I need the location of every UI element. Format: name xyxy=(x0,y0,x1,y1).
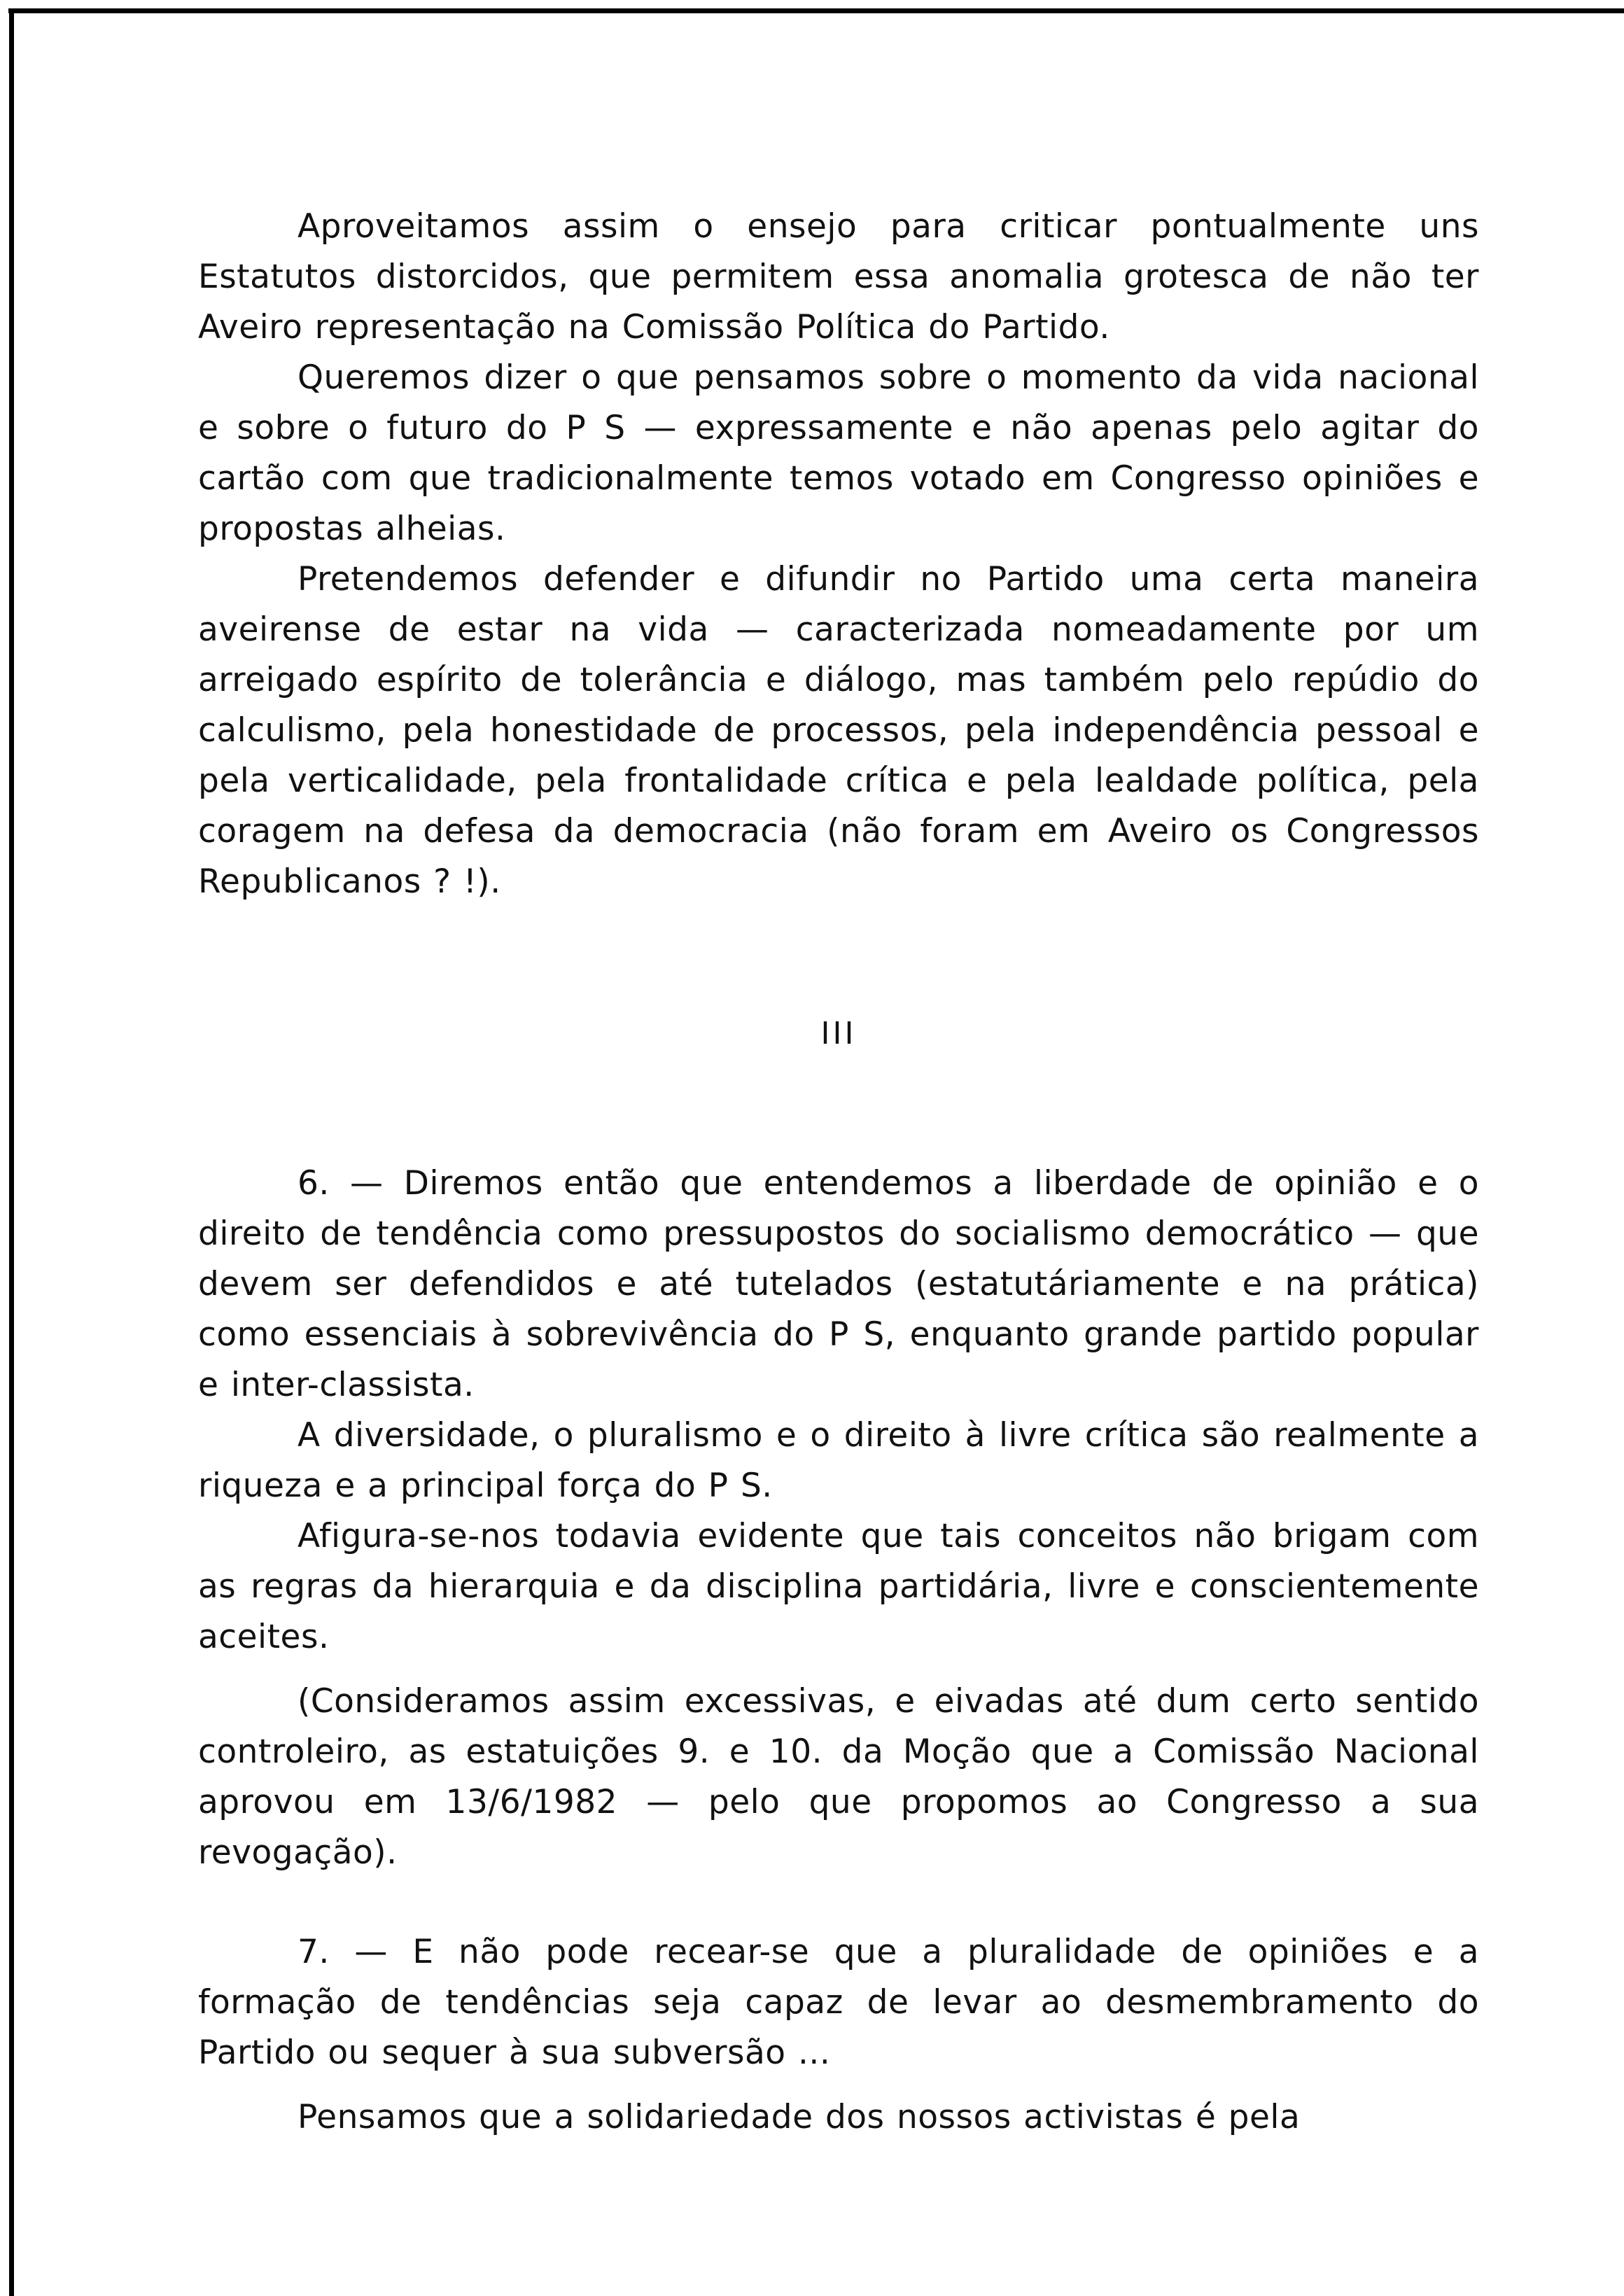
spacer xyxy=(198,1662,1479,1676)
paragraph-aproveitamos: Aproveitamos assim o ensejo para criticar pontualmente uns Estatutos distorcidos, que permitem essa anomalia grotesca de não ter Aveiro representação na Comissão Política do Partido. xyxy=(198,207,1479,346)
paragraph-item-6: 6. — Diremos então que entendemos a liberdade de opinião e o direito de tendência como pressupostos do socialismo democrático — que devem ser defendidos e até tutelados (estatutáriamente e na prática) como essenciais à sobrevivência do P S, enquanto grande partido popular e inter-classista. xyxy=(198,1164,1479,1404)
spacer xyxy=(198,907,1479,1009)
paragraph-pensamos: Pensamos que a solidariedade dos nossos activistas é pela xyxy=(298,2098,1301,2136)
paragraph-afigura: Afigura-se-nos todavia evidente que tais conceitos não brigam com as regras da hierarquia e da disciplina partidária, livre e conscientemente aceites. xyxy=(198,1517,1479,1656)
spacer xyxy=(198,2078,1479,2092)
scan-border-top xyxy=(8,8,1624,13)
paragraph-pretendemos: Pretendemos defender e difundir no Partido uma certa maneira aveirense de estar na vida — caracterizada nomeadamente por um arreigado espírito de tolerância e diálogo, mas também pelo repúdio do calculismo, pela honestidade de processos, pela independência pessoal e pela verticalidade, pela frontalidade crítica e pela lealdade política, pela coragem na defesa da democracia (não foram em Aveiro os Congressos Republicanos ? !). xyxy=(198,560,1479,901)
paragraph-consideramos: (Consideramos assim excessivas, e eivadas até dum certo sentido controleiro, as estatuições 9. e 10. da Moção que a Comissão Nacional aprovou em 13/6/1982 — pelo que propomos ao Congresso a sua revogação). xyxy=(198,1682,1479,1872)
spacer xyxy=(198,1059,1479,1158)
section-heading-roman: III xyxy=(820,1016,857,1051)
paragraph-queremos: Queremos dizer o que pensamos sobre o momento da vida nacional e sobre o futuro do P S — expressamente e não apenas pelo agitar do cartão com que tradicionalmente temos votado em Congresso opiniões e propostas alheias. xyxy=(198,358,1479,548)
spacer xyxy=(198,1878,1479,1927)
scan-border-left xyxy=(9,8,14,2296)
paragraph-item-7: 7. — E não pode recear-se que a pluralidade de opiniões e a formação de tendências seja capaz de levar ao desmembramento do Partido ou sequer à sua subversão ... xyxy=(198,1933,1479,2072)
paragraph-diversidade: A diversidade, o pluralismo e o direito à livre crítica são realmente a riqueza e a principal força do P S. xyxy=(198,1416,1479,1505)
body-text-column xyxy=(198,202,1479,2143)
